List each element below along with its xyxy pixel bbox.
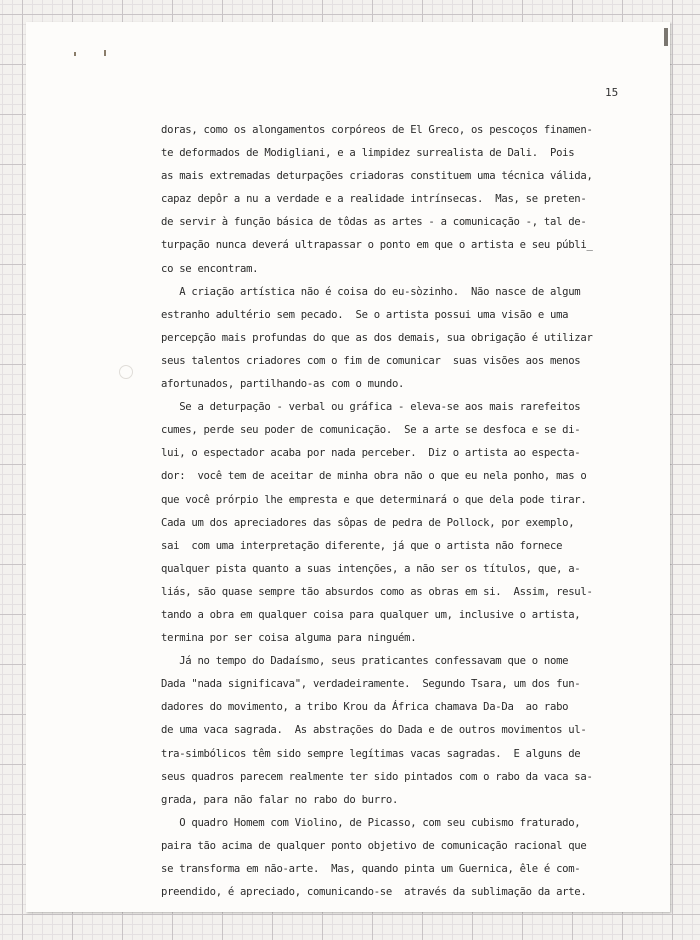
- text-line: termina por ser coisa alguma para ninguém.: [161, 632, 417, 645]
- text-line: Se a deturpação - verbal ou gráfica - eleva-se aos mais rarefeitos: [161, 401, 581, 414]
- text-line: lui, o espectador acaba por nada perceber. Diz o artista ao especta-: [161, 447, 581, 460]
- text-line: co se encontram.: [161, 262, 259, 275]
- ink-mark: [104, 50, 106, 56]
- text-line: O quadro Homem com Violino, de Picasso, com seu cubismo fraturado,: [161, 816, 581, 829]
- text-line: grada, para não falar no rabo do burro.: [161, 793, 399, 806]
- text-line: paira tão acima de qualquer ponto objetivo de comunicação racional que: [161, 839, 587, 852]
- text-line: dadores do movimento, a tribo Krou da África chamava Da-Da ao rabo: [161, 701, 569, 714]
- text-line: Cada um dos apreciadores das sôpas de pedra de Pollock, por exemplo,: [161, 516, 575, 529]
- ink-mark: [74, 52, 76, 56]
- text-line: seus talentos criadores com o fim de comunicar suas visões aos menos: [161, 354, 581, 367]
- text-line: Já no tempo do Dadaísmo, seus praticantes confessavam que o nome: [161, 655, 569, 668]
- text-line: cumes, perde seu poder de comunicação. Se a arte se desfoca e se di-: [161, 424, 581, 437]
- text-line: se transforma em não-arte. Mas, quando pinta um Guernica, êle é com-: [161, 863, 581, 875]
- text-line: afortunados, partilhando-as com o mundo.: [161, 378, 405, 391]
- text-line: sai com uma interpretação diferente, já que o artista não fornece: [161, 539, 563, 552]
- punch-hole-mark: [119, 365, 133, 379]
- text-line: percepção mais profundas do que as dos demais, sua obrigação é utilizar: [161, 331, 593, 344]
- text-line: liás, são quase sempre tão absurdos como as obras em si. Assim, resul-: [161, 585, 593, 598]
- edge-tab: [664, 28, 668, 46]
- text-line: que você prórpio lhe empresta e que determinará o que dela pode tirar.: [161, 493, 587, 506]
- text-line: Dada "nada significava", verdadeiramente. Segundo Tsara, um dos fun-: [161, 678, 581, 691]
- text-line: doras, como os alongamentos corpóreos de El Greco, os pescoços finamen-: [161, 124, 593, 136]
- text-line: tando a obra em qualquer coisa para qualquer um, inclusive o artista,: [161, 608, 581, 621]
- text-line: estranho adultério sem pecado. Se o artista possui uma visão e uma: [161, 308, 569, 321]
- text-line: capaz depôr a nu a verdade e a realidade intrínsecas. Mas, se preten-: [161, 193, 587, 206]
- text-line: A criação artística não é coisa do eu-sòzinho. Não nasce de algum: [161, 285, 581, 298]
- text-line: de uma vaca sagrada. As abstrações do Dada e de outros movimentos ul-: [161, 724, 587, 737]
- text-line: seus quadros parecem realmente ter sido pintados com o rabo da vaca sa-: [161, 770, 593, 783]
- page-number: 15: [605, 86, 619, 99]
- text-line: preendido, é apreciado, comunicando-se através da sublimação da arte.: [161, 886, 587, 899]
- text-line: dor: você tem de aceitar de minha obra não o que eu nela ponho, mas o: [161, 470, 587, 483]
- text-line: as mais extremadas deturpações criadoras constituem uma técnica válida,: [161, 170, 593, 183]
- text-line: qualquer pista quanto a suas intenções, a não ser os títulos, que, a-: [161, 562, 581, 575]
- text-line: te deformados de Modigliani, e a limpidez surrealista de Dali. Pois: [161, 147, 575, 160]
- typed-text-body: [161, 119, 613, 904]
- text-line: de servir à função básica de tôdas as artes - a comunicação -, tal de-: [161, 216, 587, 229]
- text-line: turpação nunca deverá ultrapassar o ponto em que o artista e seu públi_: [161, 239, 593, 252]
- text-line: tra-simbólicos têm sido sempre legítimas vacas sagradas. E alguns de: [161, 747, 581, 760]
